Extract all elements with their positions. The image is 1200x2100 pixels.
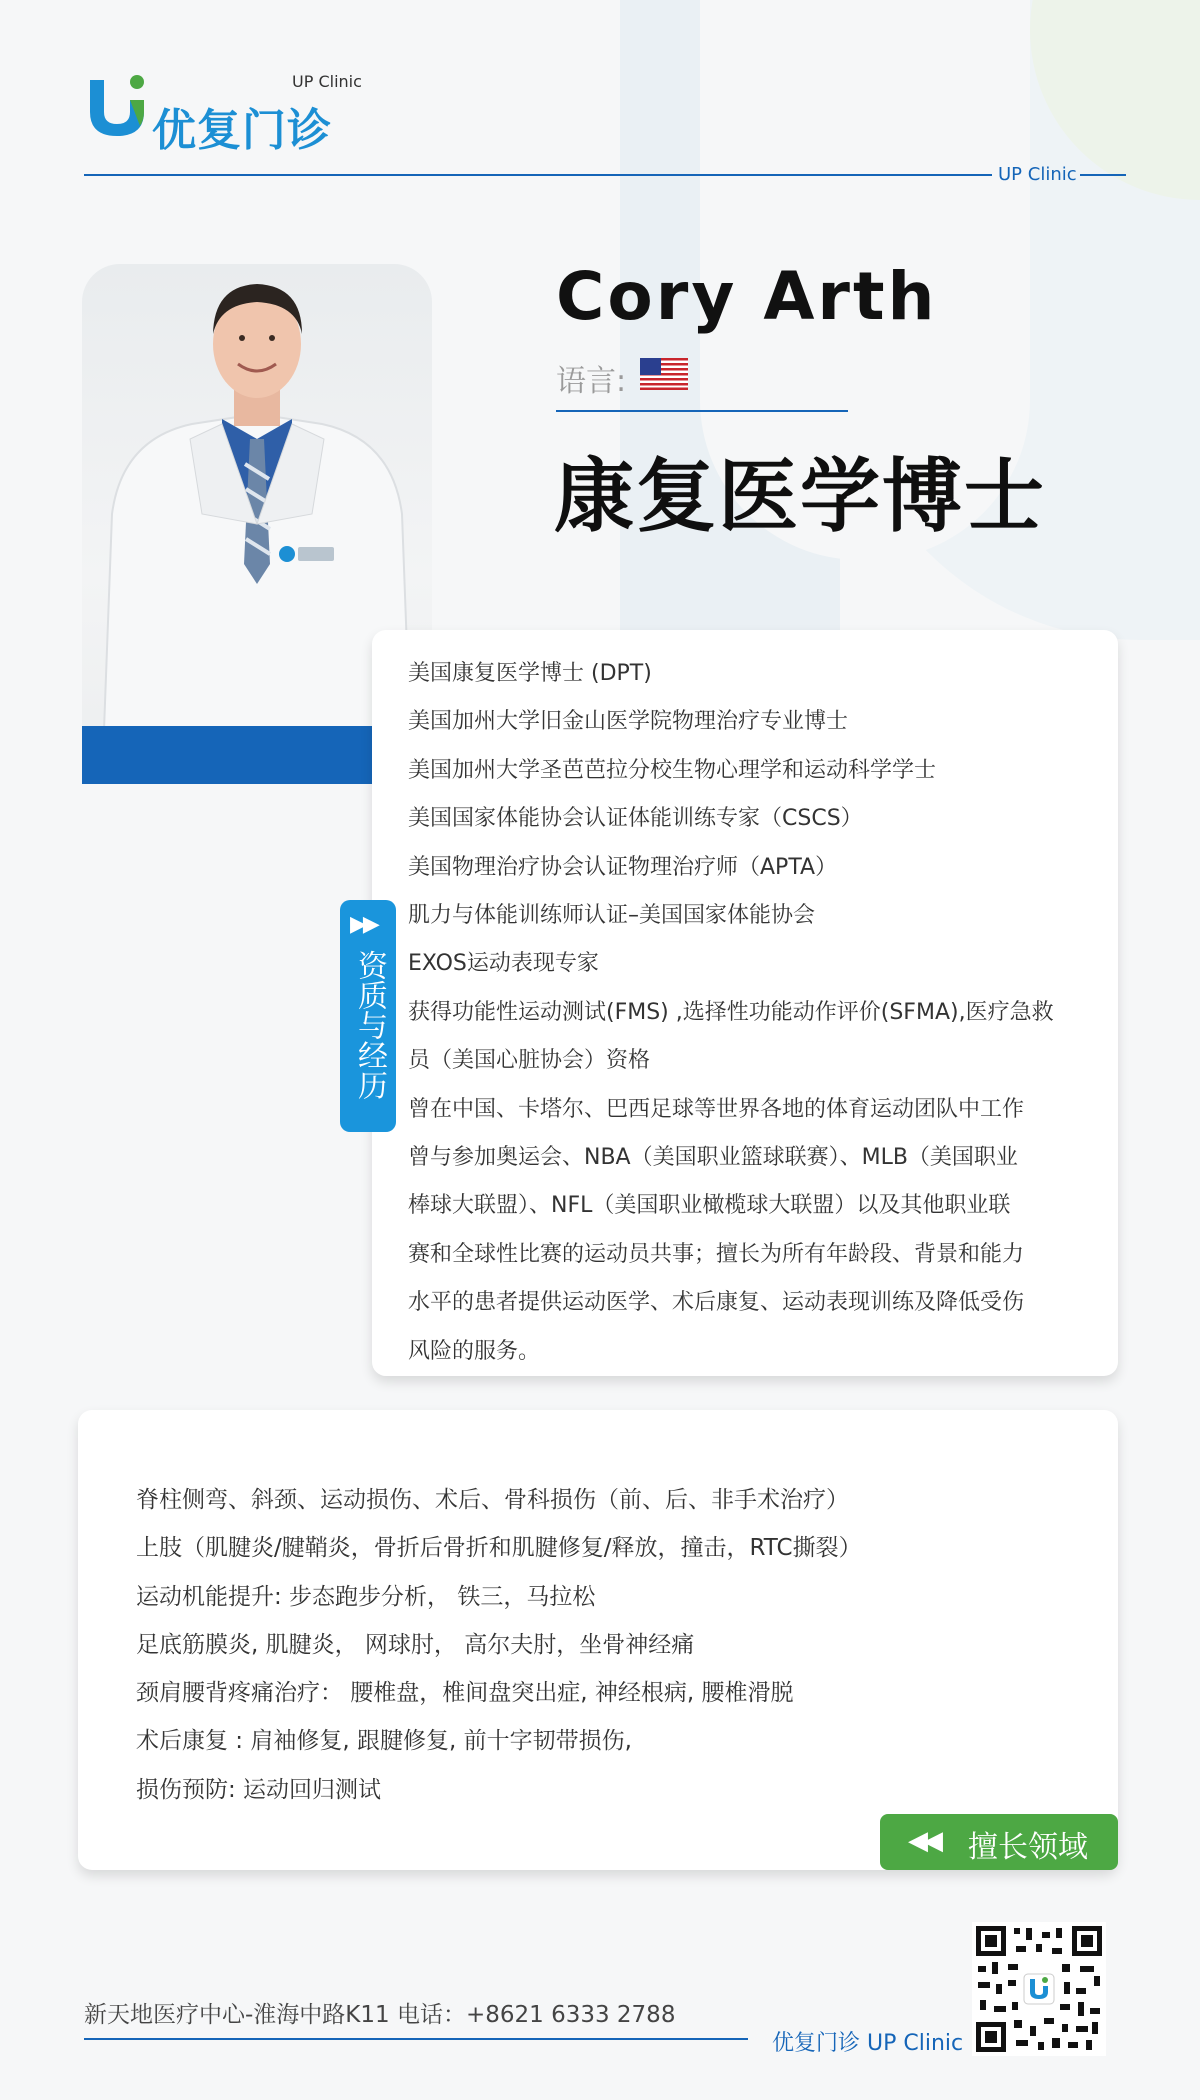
specialty-line: 足底筋膜炎, 肌腱炎， 网球肘， 高尔夫肘，坐骨神经痛 xyxy=(136,1631,695,1658)
credential-line: 美国物理治疗协会认证物理治疗师（APTA） xyxy=(408,854,838,880)
credential-line: 美国康复医学博士 (DPT) xyxy=(408,661,652,686)
credential-line: 美国加州大学圣芭芭拉分校生物心理学和运动科学学士 xyxy=(408,757,937,783)
clinic-logo-subtitle: UP Clinic xyxy=(292,72,362,91)
header-divider xyxy=(84,174,992,176)
doctor-title: 康复医学博士 xyxy=(554,450,1046,543)
footer-address: 新天地医疗中心-淮海中路K11 电话：+8621 6333 2788 xyxy=(84,2002,676,2028)
credentials-list xyxy=(408,650,1098,1376)
specialty-line: 术后康复 : 肩袖修复, 跟腱修复, 前十字韧带损伤, xyxy=(136,1728,632,1755)
specialty-line: 上肢（肌腱炎/腱鞘炎，骨折后骨折和肌腱修复/释放，撞击，RTC撕裂） xyxy=(136,1535,862,1562)
footer-brand: 优复门诊 UP Clinic xyxy=(772,2031,964,2056)
specialty-line: 运动机能提升: 步态跑步分析， 铁三，马拉松 xyxy=(136,1583,596,1610)
specialties-list xyxy=(136,1476,862,1814)
specialty-line: 脊柱侧弯、斜颈、运动损伤、术后、骨科损伤（前、后、非手术治疗） xyxy=(136,1487,849,1513)
specialty-line: 损伤预防: 运动回归测试 xyxy=(136,1776,382,1803)
credential-line: 风险的服务。 xyxy=(408,1338,541,1364)
credential-line: 曾在中国、卡塔尔、巴西足球等世界各地的体育运动团队中工作 xyxy=(408,1096,1025,1122)
specialty-line: 颈肩腰背疼痛治疗： 腰椎盘，椎间盘突出症, 神经根病, 腰椎滑脱 xyxy=(136,1680,794,1707)
clinic-logo-text: 优复门诊 xyxy=(152,105,332,156)
credential-line: 员（美国心脏协会）资格 xyxy=(408,1048,651,1074)
credential-line: EXOS运动表现专家 xyxy=(408,951,599,977)
header-tag: UP Clinic xyxy=(998,164,1077,185)
clinic-logo-icon xyxy=(86,70,148,140)
credential-line: 水平的患者提供运动医学、术后康复、运动表现训练及降低受伤 xyxy=(408,1290,1025,1316)
qr-code[interactable] xyxy=(972,1922,1106,2056)
credentials-tab-label: 资质与经历 xyxy=(352,950,387,1100)
forward-arrows-icon: ▶▶ xyxy=(350,912,376,937)
credential-line: 肌力与体能训练师认证–美国国家体能协会 xyxy=(408,903,816,929)
language-label: 语言: xyxy=(556,364,627,399)
credential-line: 美国加州大学旧金山医学院物理治疗专业博士 xyxy=(408,709,849,735)
credential-line: 赛和全球性比赛的运动员共事；擅长为所有年龄段、背景和能力 xyxy=(408,1241,1025,1267)
us-flag-icon xyxy=(640,358,688,390)
name-divider xyxy=(556,410,848,412)
header-divider-end xyxy=(1080,174,1126,176)
credential-line: 获得功能性运动测试(FMS) ,选择性功能动作评价(SFMA),医疗急救 xyxy=(408,999,1054,1025)
credential-line: 曾与参加奥运会、NBA（美国职业篮球联赛）、MLB（美国职业 xyxy=(408,1145,1018,1171)
specialties-tab-label: 擅长领域 xyxy=(968,1830,1088,1865)
back-arrows-icon: ◀◀ xyxy=(908,1826,938,1856)
footer-divider xyxy=(84,2038,748,2040)
credential-line: 美国国家体能协会认证体能训练专家（CSCS） xyxy=(408,806,863,832)
doctor-name: Cory Arth xyxy=(556,258,938,335)
credential-line: 棒球大联盟）、NFL（美国职业橄榄球大联盟）以及其他职业联 xyxy=(408,1193,1011,1219)
